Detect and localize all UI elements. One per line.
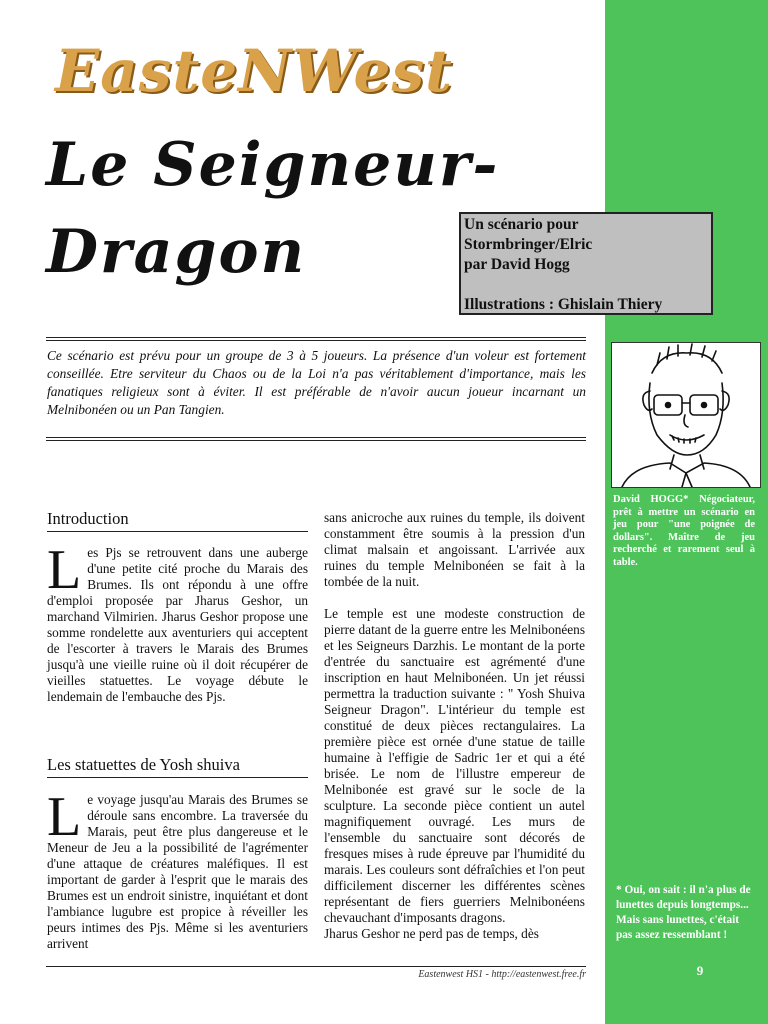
author-portrait-illustration	[611, 342, 761, 488]
section-body-statuettes	[47, 786, 308, 952]
section-heading-introduction: Introduction	[47, 509, 308, 532]
magazine-logo: EasteNWest	[55, 37, 453, 105]
column-2	[324, 510, 585, 942]
page-title-line-1: Le Seigneur-	[46, 130, 500, 200]
paragraph: es Pjs se retrouvent dans une auberge d'une petite cité proche du Marais des Brumes. Ils ont répondu à une offre d'emploi proposée par Jharus Geshor, un marchand Vilmirien. Jharus Geshor propose une somme rondelette aux aventuriers qui acceptent de l'escorter à travers le Marais des Brumes jusqu'à une vieille ruine où il doit récupérer de vieilles statuettes. Le voyage débute le lendemain de l'embauche des Pjs.	[47, 545, 308, 704]
footer-divider	[46, 966, 586, 967]
divider	[46, 437, 586, 438]
page-title-line-2: Dragon	[46, 217, 307, 287]
divider	[46, 337, 586, 338]
page-footer: Eastenwest HS1 - http://eastenwest.free.fr	[418, 969, 586, 980]
credits-line: Stormbringer/Elric	[464, 236, 593, 253]
section-heading-statuettes: Les statuettes de Yosh shuiva	[47, 755, 308, 778]
sidebar-footnote: * Oui, on sait : il n'a plus de lunettes depuis longtemps... Mais sans lunettes, c'était pas assez ressemblant !	[616, 884, 751, 941]
paragraph: sans anicroche aux ruines du temple, ils doivent constamment être soumis à la pression d'un climat malsain et angoissant. L'arrivée aux ruines du temple Melnibonéen se fait à la tombée de la nuit.	[324, 510, 585, 589]
drop-cap: L	[47, 539, 82, 601]
divider	[46, 340, 586, 341]
credits-box	[459, 212, 713, 315]
drop-cap: L	[47, 786, 82, 848]
section-body-introduction	[47, 539, 308, 705]
paragraph: e voyage jusqu'au Marais des Brumes se déroule sans encombre. La traversée du Marais, peut être plus dangereuse et le Meneur de Jeu a la possibilité de l'agrémenter d'une attaque de créatures maléfiques. Il est important de garder à l'esprit que le marais des Brumes est un endroit sinistre, inquiétant et dont l'ambiance lugubre est propice à réveiller les peurs intimes des Pjs. Même si les aventuriers arrivent	[47, 792, 308, 951]
divider	[46, 440, 586, 441]
caricature-drawing	[612, 343, 760, 487]
page-number: 9	[696, 963, 704, 978]
credits-line: Un scénario pour	[464, 216, 579, 233]
credits-line: par David Hogg	[464, 256, 570, 273]
paragraph: Jharus Geshor ne perd pas de temps, dès	[324, 926, 539, 941]
author-caption: David HOGG* Négociateur, prêt à mettre un scénario en jeu pour "une poignée de dollars". Maître de jeu recherché et rarement seul à table.	[613, 494, 755, 568]
paragraph: Le temple est une modeste construction de pierre datant de la guerre entre les Melnibonéens et les Seigneurs Darzhis. Le montant de la porte d'entrée du sanctuaire est agrémenté d'une inscription en haut Melnibonéen. Un jet réussi permettra la traduction suivante : " Yosh Shuiva Seigneur Dragon". L'intérieur du temple est constitué de deux pièces rectangulaires. La première pièce est ornée d'une statue de taille humaine à l'effigie de Sadric 1er et qui a été brisée. Le nom de l'illustre empereur de Melnibonée est gravé sur le socle de la sculpture. La seconde pièce contient un autel magnifiquement ouvragé. Les murs de l'ensemble du sanctuaire sont décorés de fresques mises à rude épreuve par l'humidité du marais. Les couleurs sont défraîchies et l'on peut difficilement discerner les différentes scènes représentant de fiers guerriers Melnibonéens chevauchant d'imposants dragons.	[324, 606, 585, 925]
credits-illustrations: Illustrations : Ghislain Thiery	[464, 296, 663, 313]
scenario-intro: Ce scénario est prévu pour un groupe de 3 à 5 joueurs. La présence d'un voleur est fortement conseillée. Etre serviteur du Chaos ou de la Loi n'a pas véritablement d'importance, mais les fanatiques religieux sont à éviter. Il est préférable de n'avoir aucun joueur incarnant un Melnibonéen ou un Pan Tangien.	[47, 348, 586, 417]
